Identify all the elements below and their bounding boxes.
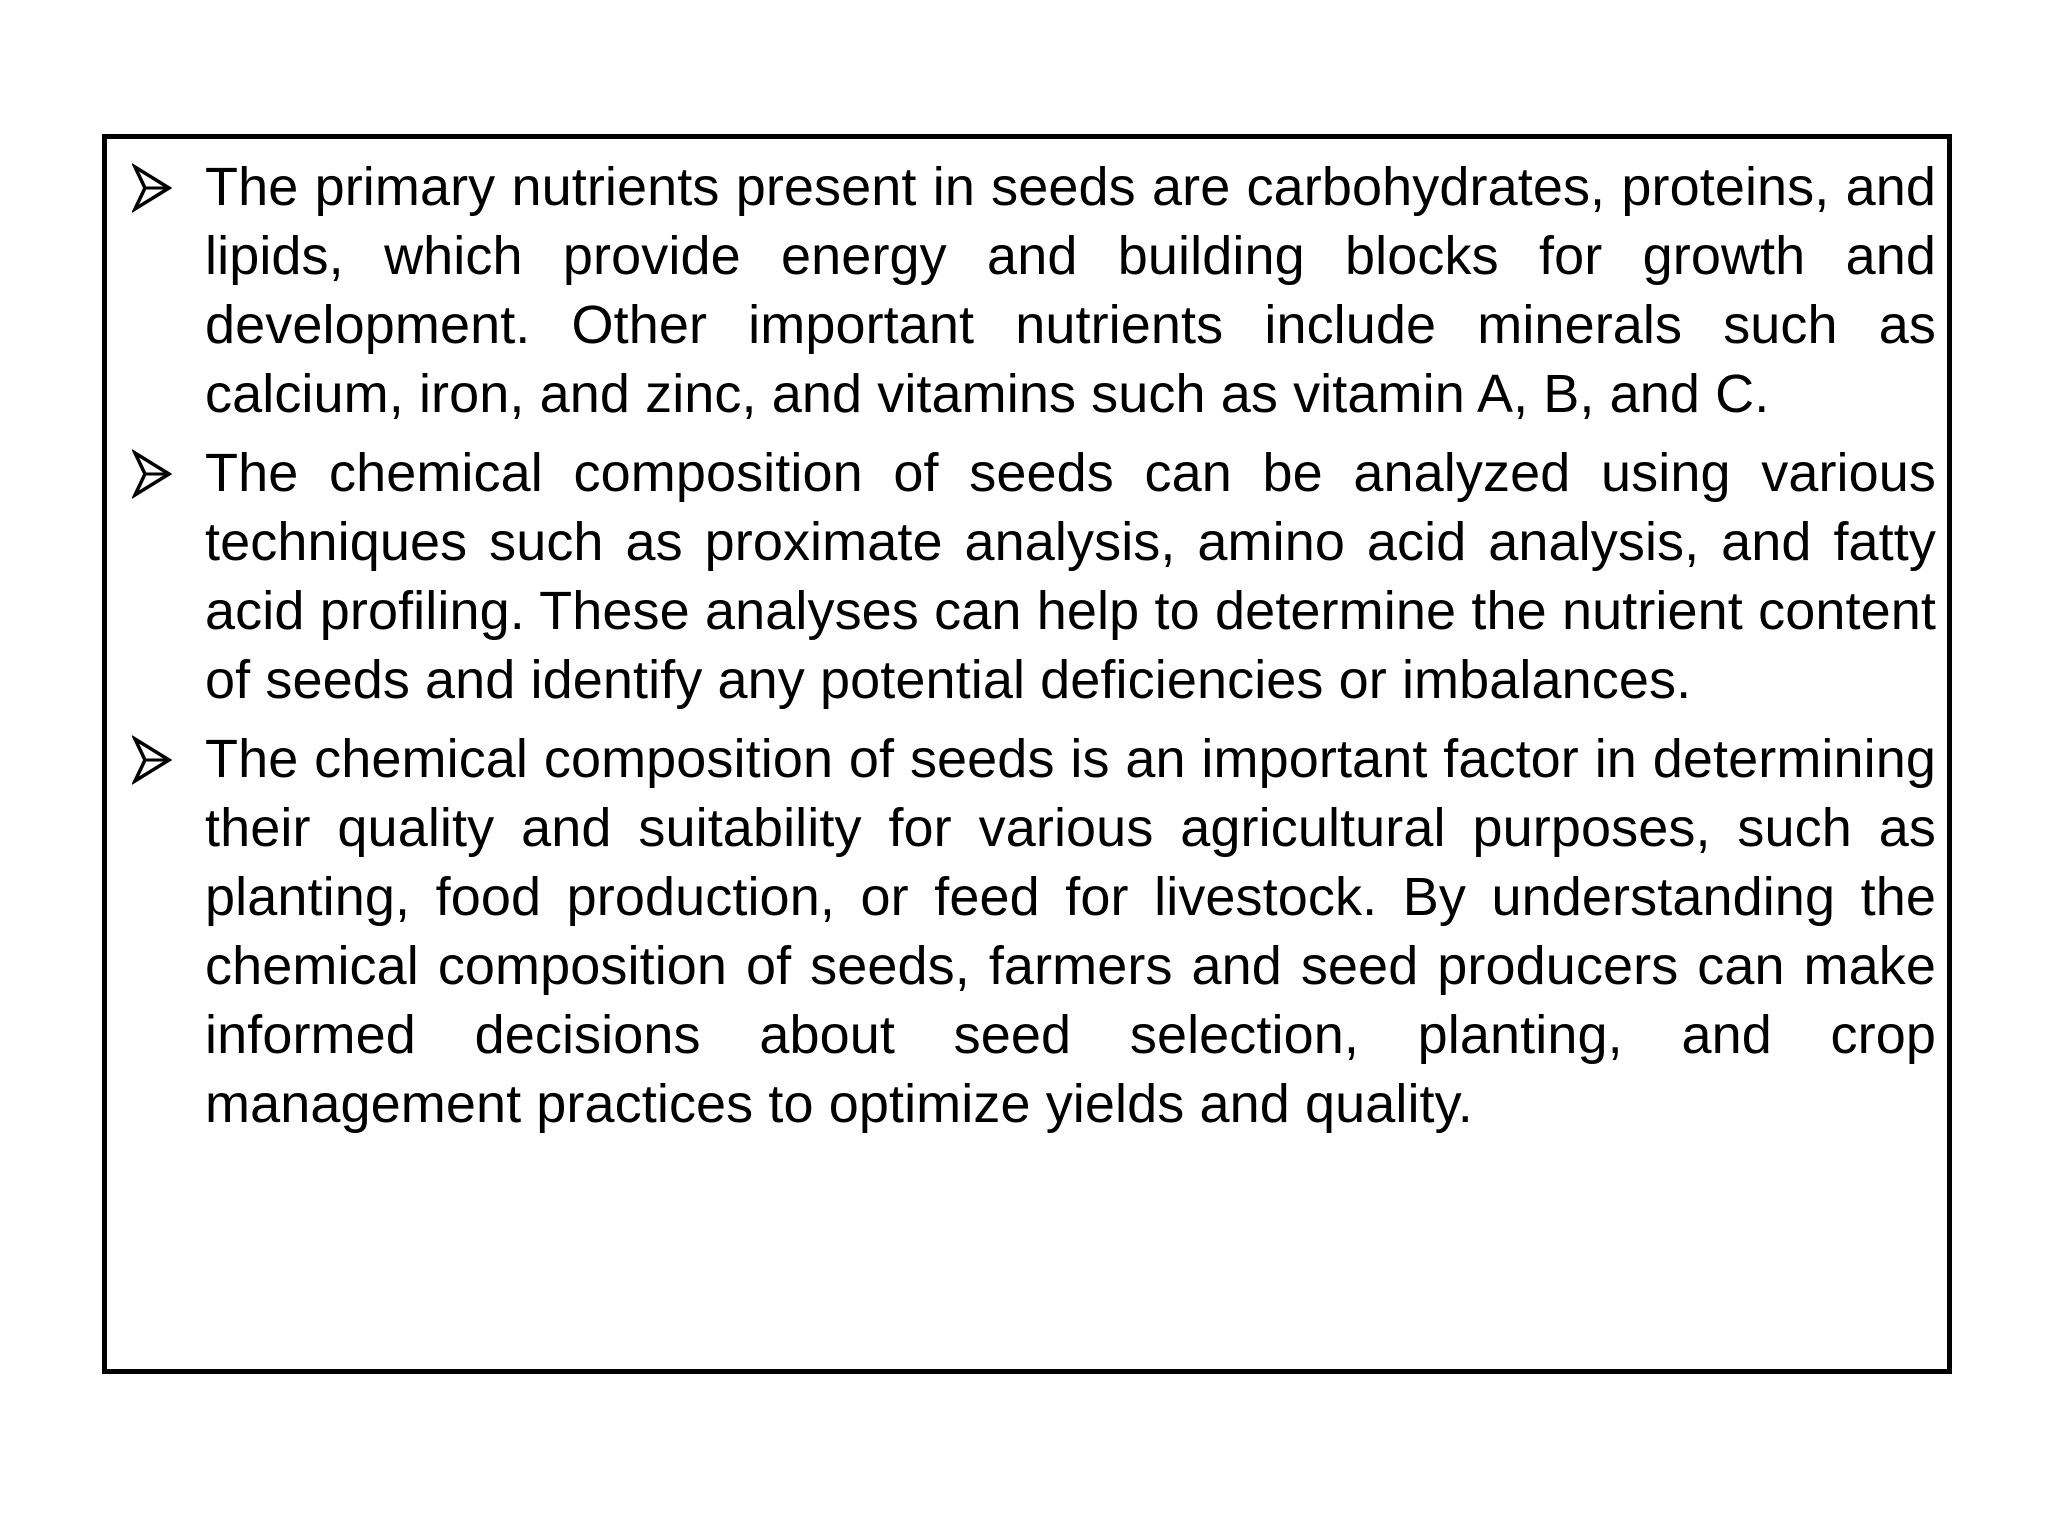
arrow-bullet-icon	[132, 735, 172, 785]
bullet-list	[132, 153, 1936, 1149]
content-box	[102, 134, 1952, 1374]
bullet-text: The primary nutrients present in seeds are carbohydrates, proteins, and lipids, which provide energy and building blocks for growth and development. Other important nutrients include minerals such as calcium, iron, and zinc, and vitamins such as vitamin A, B, and C.	[205, 157, 1936, 424]
bullet-item	[132, 439, 1936, 715]
arrow-bullet-icon	[132, 449, 172, 499]
bullet-item	[132, 725, 1936, 1139]
bullet-text: The chemical composition of seeds is an important factor in determining their quality and suitability for various agricultural purposes, such as planting, food production, or feed for livestock. By understanding the chemical composition of seeds, farmers and seed producers can make informed decisions about seed selection, planting, and crop management practices to optimize yields and quality.	[205, 729, 1936, 1134]
arrow-bullet-icon	[132, 163, 172, 213]
bullet-text: The chemical composition of seeds can be analyzed using various techniques such as proximate analysis, amino acid analysis, and fatty acid profiling. These analyses can help to determine the nutrient content of seeds and identify any potential deficiencies or imbalances.	[205, 443, 1936, 710]
bullet-item	[132, 153, 1936, 429]
